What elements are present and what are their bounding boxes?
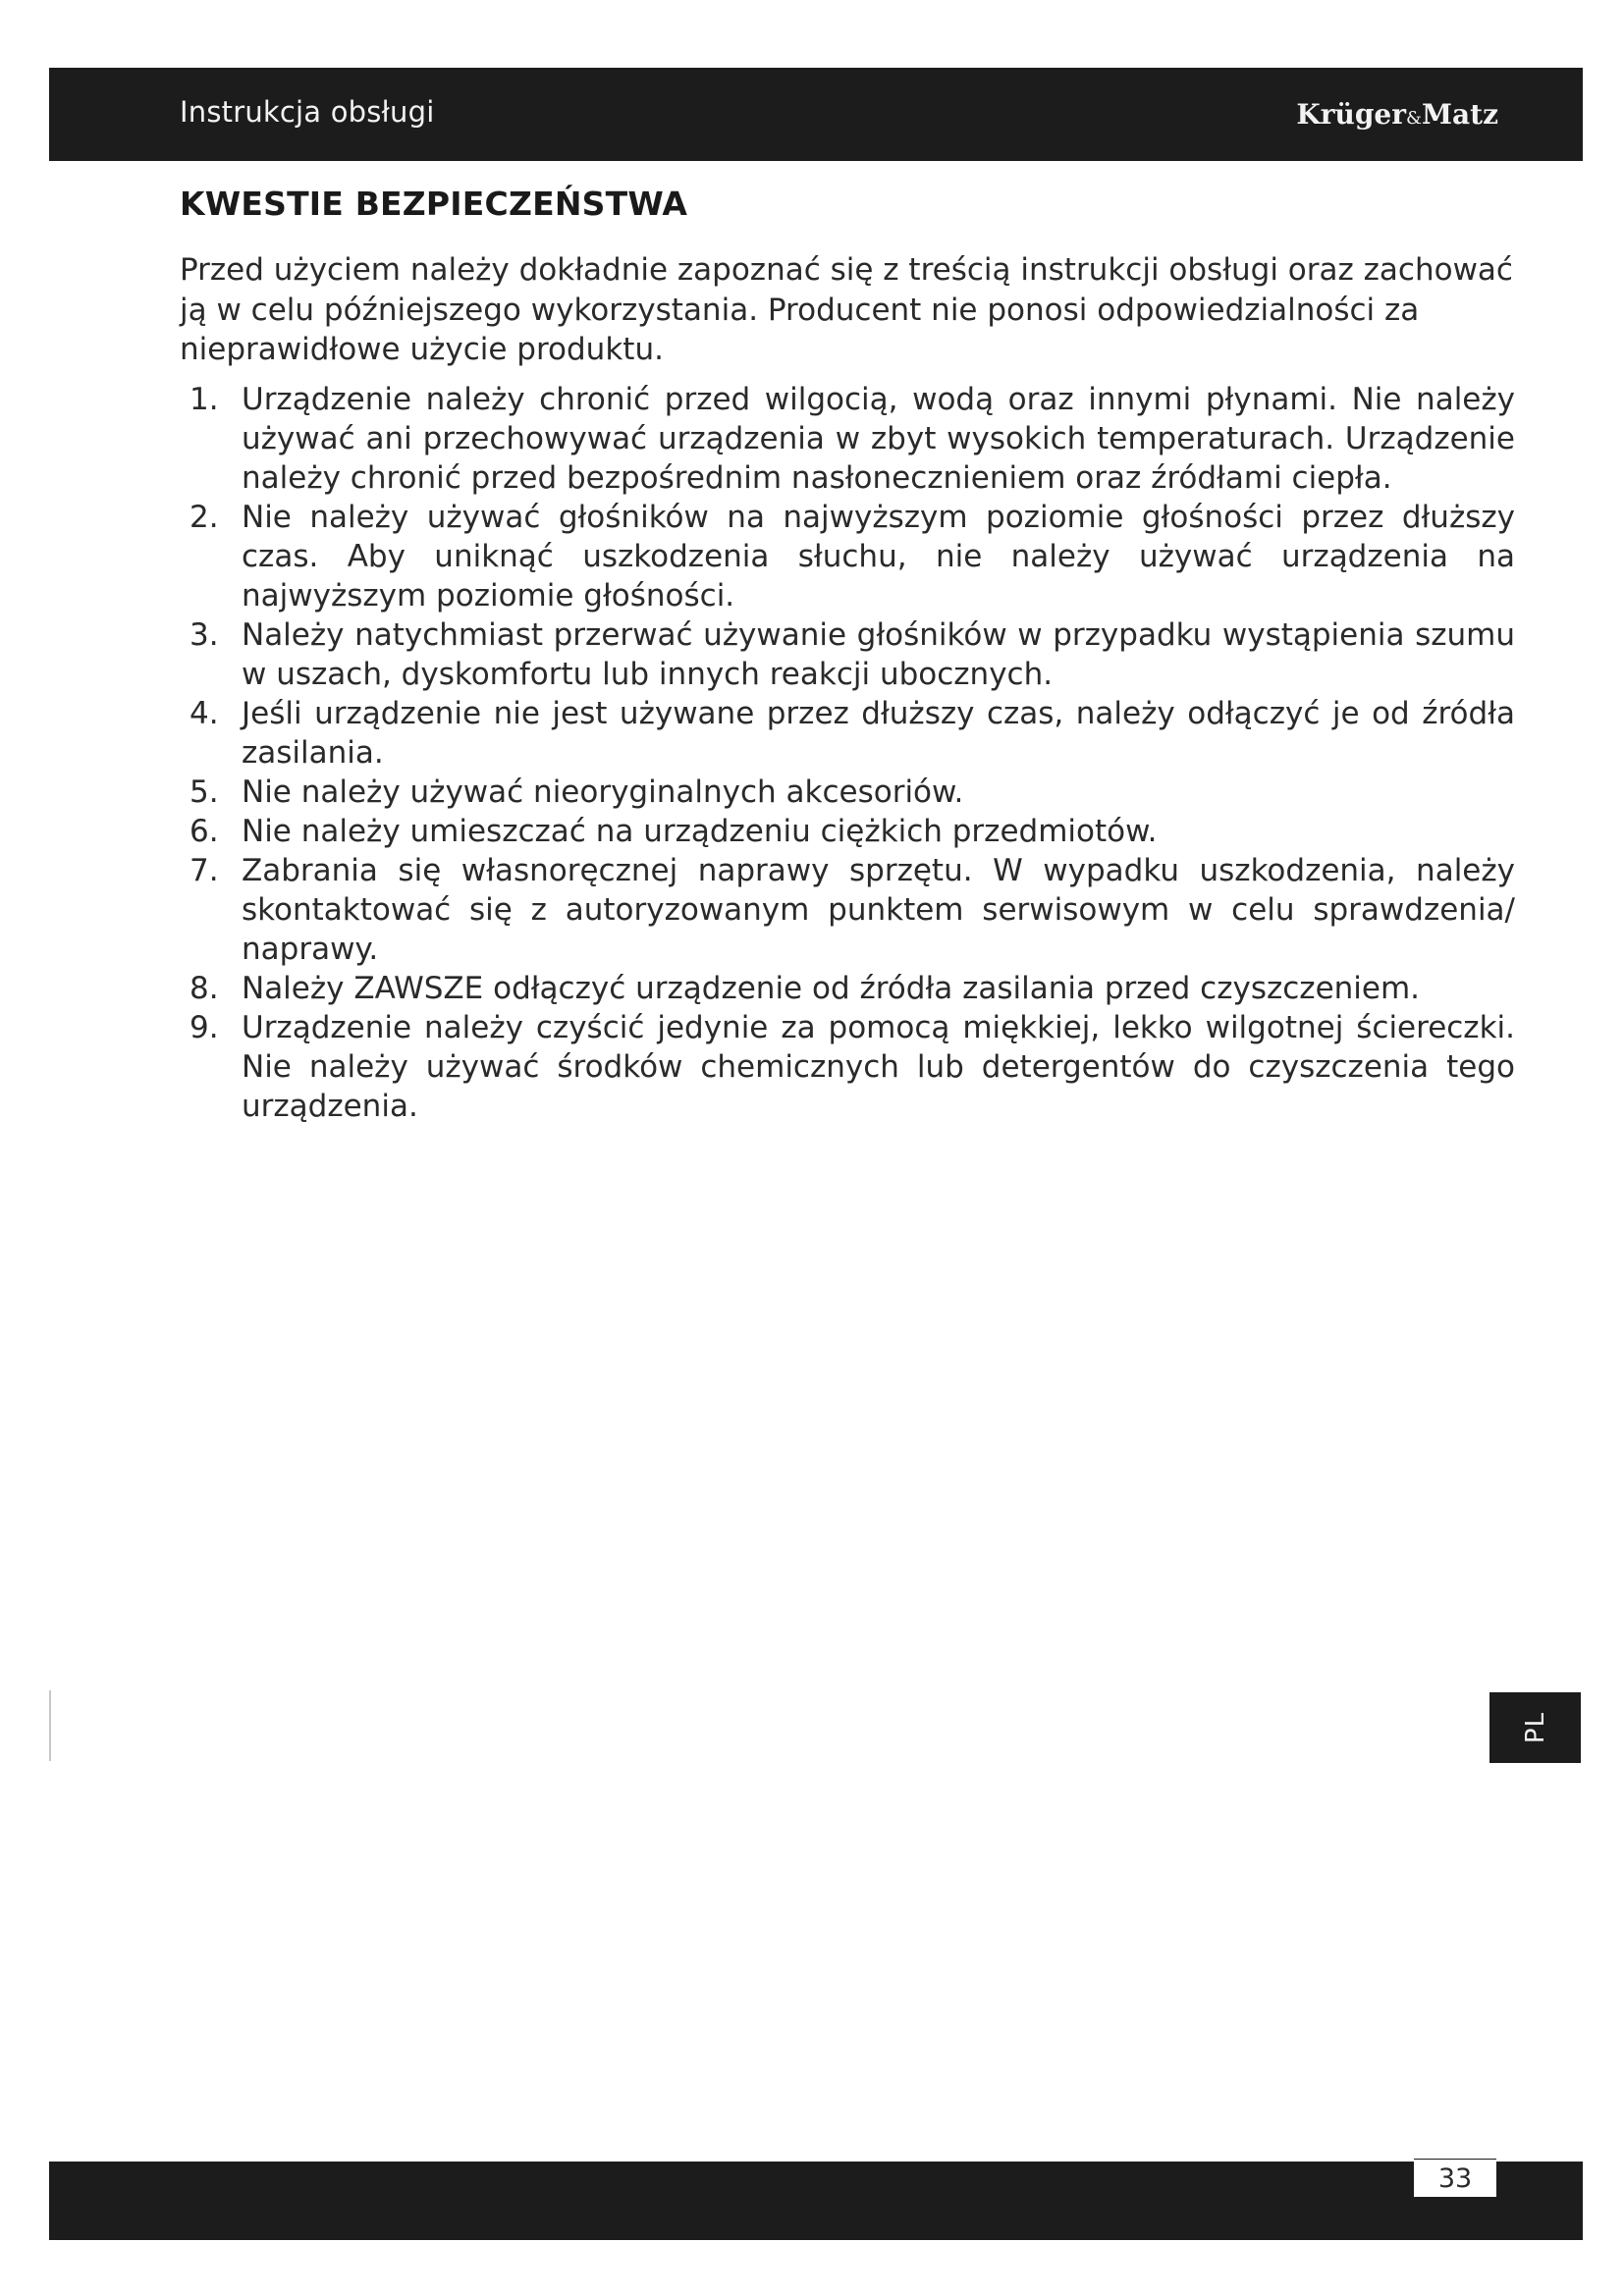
list-item-number: 9.	[189, 1009, 219, 1045]
list-item	[180, 380, 1515, 498]
intro-paragraph: Przed użyciem należy dokładnie zapoznać się z treścią instrukcji obsługi oraz zachować ją w celu późniejszego wykorzystania. Producent nie ponosi odpowiedzialności za nieprawidłowe użycie produktu.	[180, 252, 1513, 367]
header-bar	[49, 68, 1583, 161]
list-item	[180, 1008, 1515, 1126]
list-item-number: 4.	[189, 695, 219, 731]
footer-bar	[49, 2162, 1583, 2240]
page-number: 33	[1437, 2163, 1473, 2194]
header-title: Instrukcja obsługi	[180, 95, 435, 129]
list-item-text: Urządzenie należy czyścić jedynie za pomocą miękkiej, lekko wilgotnej ściereczki. Nie należy używać środków chemicznych lub detergentów do czyszczenia tego urządzenia.	[242, 1009, 1515, 1124]
list-item-text: Urządzenie należy chronić przed wilgocią, wodą oraz innymi płynami. Nie należy używać ani przechowywać urządzenia w zbyt wysokich temperaturach. Urządzenie należy chronić przed bezpośrednim nasłonecznieniem oraz źródłami ciepła.	[242, 381, 1515, 496]
list-item-text: Zabrania się własnoręcznej naprawy sprzętu. W wypadku uszkodzenia, należy skontaktować się z autoryzowanym punktem serwisowym w celu sprawdzenia/ naprawy.	[242, 852, 1515, 967]
list-item-text: Należy ZAWSZE odłączyć urządzenie od źródła zasilania przed czyszczeniem.	[242, 970, 1421, 1006]
list-item-number: 7.	[189, 852, 219, 888]
list-item	[180, 773, 1515, 812]
brand-logo-amp: &	[1405, 108, 1423, 129]
list-item-number: 5.	[189, 774, 219, 810]
brand-logo	[1296, 98, 1498, 131]
list-item-text: Należy natychmiast przerwać używanie głośników w przypadku wystąpienia szumu w uszach, dyskomfortu lub innych reakcji ubocznych.	[242, 616, 1515, 692]
language-tab	[1489, 1692, 1581, 1763]
list-item-text: Nie należy używać nieoryginalnych akcesoriów.	[242, 774, 964, 810]
list-item	[180, 615, 1515, 694]
brand-logo-end: Matz	[1422, 98, 1498, 131]
list-item-number: 8.	[189, 970, 219, 1006]
page-edge-divider	[49, 1690, 51, 1761]
list-item-number: 2.	[189, 499, 219, 535]
list-item-number: 3.	[189, 616, 219, 653]
list-item-text: Jeśli urządzenie nie jest używane przez dłuższy czas, należy odłączyć je od źródła zasilania.	[242, 695, 1515, 771]
list-item	[180, 498, 1515, 615]
list-item	[180, 851, 1515, 969]
safety-section	[180, 185, 1515, 1126]
list-item	[180, 694, 1515, 773]
list-item-text: Nie należy umieszczać na urządzeniu ciężkich przedmiotów.	[242, 813, 1158, 849]
language-tab-label: PL	[1520, 1711, 1550, 1744]
list-item	[180, 969, 1515, 1008]
safety-rules-list	[180, 380, 1515, 1126]
brand-logo-main: Krüger	[1296, 98, 1406, 131]
list-item-text: Nie należy używać głośników na najwyższym poziomie głośności przez dłuższy czas. Aby uniknąć uszkodzenia słuchu, nie należy używać urządzenia na najwyższym poziomie głośności.	[242, 499, 1515, 614]
list-item	[180, 812, 1515, 851]
section-title: KWESTIE BEZPIECZEŃSTWA	[180, 185, 688, 223]
page-number-box	[1414, 2159, 1496, 2197]
list-item-number: 6.	[189, 813, 219, 849]
list-item-number: 1.	[189, 381, 219, 417]
